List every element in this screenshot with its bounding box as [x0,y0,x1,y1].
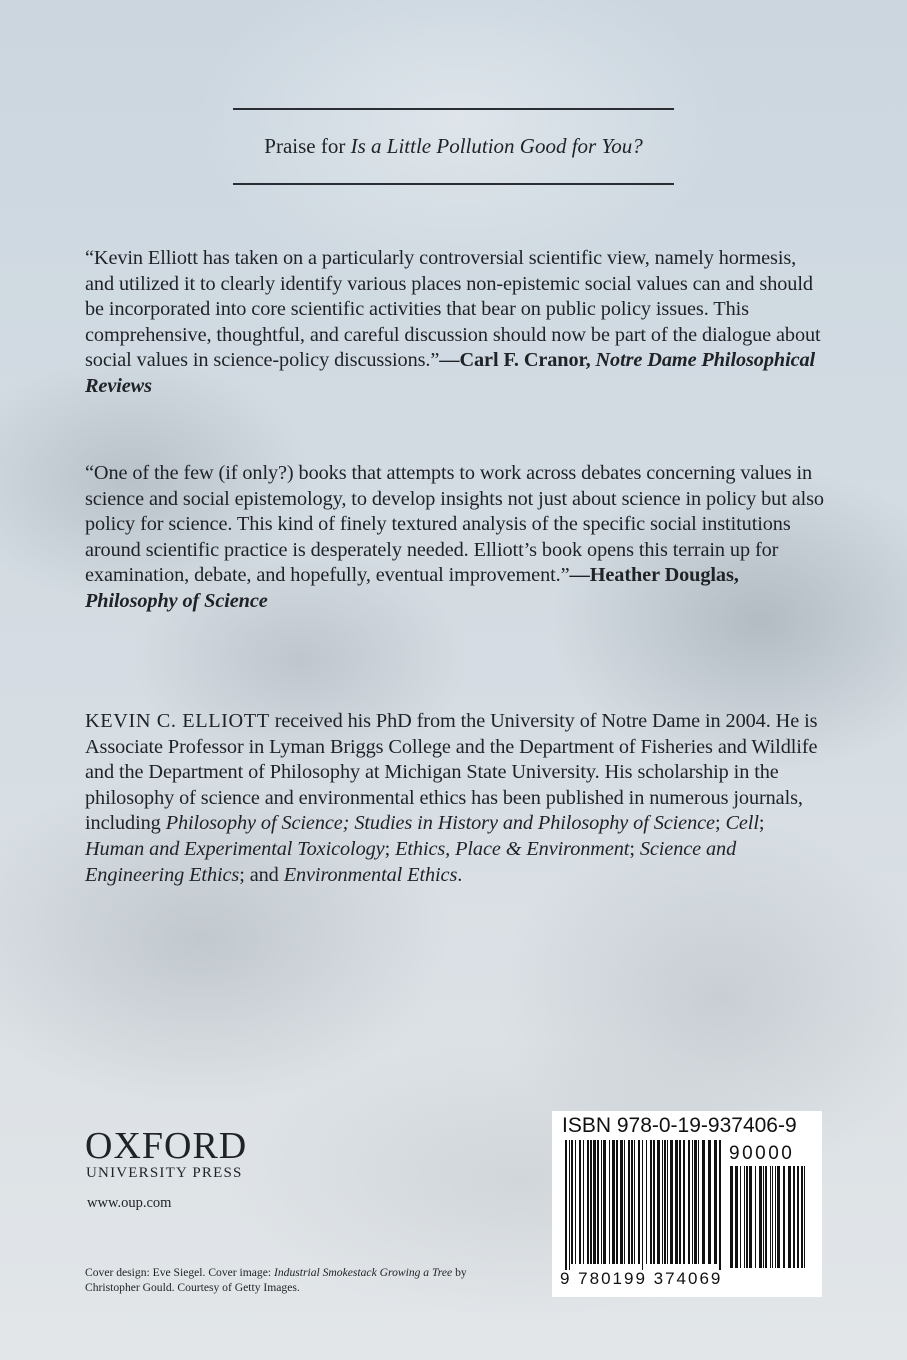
author-name: KEVIN C. ELLIOTT [85,710,270,732]
barcode-bar [593,1140,596,1264]
barcode-bar [775,1166,776,1268]
barcode-bar [679,1140,681,1264]
barcode-addon-number: 90000 [729,1143,795,1164]
quote-douglas [85,461,825,615]
journal-separator: ; [714,812,726,835]
author-bio [85,709,825,888]
journal-title: Philosophy of Science; [165,812,350,835]
barcode-bar [777,1166,780,1268]
barcode-bar [749,1166,752,1268]
barcode-bar [638,1140,640,1264]
barcode-bar [620,1140,623,1264]
journal-title: Human and Experimental Toxicology [85,837,385,860]
barcode-bar [698,1140,699,1264]
journal-title: Studies in History and Philosophy of Science [354,812,715,835]
barcode-bar [642,1140,643,1270]
journal-separator: ; [629,837,640,860]
barcode-bar [597,1140,599,1264]
barcode-bar [675,1140,678,1264]
quote-cranor [85,246,825,400]
publisher-url[interactable]: www.oup.com [87,1195,172,1211]
barcode-bar [694,1140,697,1264]
barcode-bar [590,1140,592,1264]
barcode-bar [763,1166,764,1268]
journal-title: Ethics, Place & Environment [395,837,630,860]
journal-title: Cell [725,812,759,835]
barcode-bar [759,1166,762,1268]
barcode-bar [719,1140,721,1270]
barcode-bar [616,1140,618,1264]
barcode-bar [609,1140,610,1264]
barcode-bar [702,1140,705,1264]
praise-heading-prefix: Praise for [264,134,351,158]
quote-source: Notre Dame Philosophical Reviews [85,349,816,397]
barcode-bar [624,1140,625,1264]
addon-barcode-icon [730,1166,810,1286]
barcode-bar [746,1166,748,1268]
barcode-bar [788,1166,791,1268]
barcode-bar [683,1140,685,1264]
ean-number: 9 780199 374069 [560,1269,723,1288]
journal-separator: ; [384,837,396,860]
barcode-bar [688,1140,690,1264]
barcode-bar [730,1166,733,1268]
barcode-bar [646,1140,647,1264]
barcode-bar [650,1140,652,1264]
quote-author: —Heather Douglas, [569,564,739,587]
barcode-bar [664,1140,666,1264]
cover-credits [85,1266,505,1295]
credits-image-title: Industrial Smokestack Growing a Tree [274,1266,453,1279]
credits-rest: by Christopher Gould. Courtesy of Getty Images. [85,1266,467,1294]
barcode-bar [587,1140,589,1264]
quote-text: “Kevin Elliott has taken on a particularly controversial scientific view, namely hormesis, and utilized it to clearly identify various places non-epistemic social values can and should be incorporated into core scientific activities that bear on public policy issues. This comprehensive, thoughtful, and careful discussion should now be part of the dialogue about social values in science-policy discussions.” [85,247,821,372]
quote-text: “One of the few (if only?) books that attempts to work across debates concerning values in science and social epistemology, to develop insights not just about science in policy but also policy for science. This kind of finely textured analysis of the specific social institutions around scientific practice is desperately needed. Elliott’s book opens this terrain up for examination, debate, and hopefully, eventual improvement.” [85,462,824,587]
barcode-bar [765,1166,767,1268]
barcode-bar [603,1140,606,1264]
bottom-rule [233,183,674,185]
barcode-bar [583,1140,584,1264]
barcode-bar [667,1140,668,1264]
barcode-bar [631,1140,633,1264]
barcode-bar [670,1140,673,1264]
barcode-bar [770,1166,771,1268]
barcode-bar [797,1166,799,1268]
barcode-bar [571,1140,573,1264]
barcode-bar [575,1140,576,1264]
barcode-bar [804,1166,805,1268]
isbn-label: ISBN 978-0-19-937406-9 [562,1114,797,1137]
barcode-bar [735,1166,738,1268]
top-rule [233,108,674,110]
publisher-press: UNIVERSITY PRESS [86,1165,243,1181]
barcode-bar [569,1140,570,1270]
journal-separator: ; [758,812,765,835]
journal-separator: ; and [239,863,284,886]
barcode-bar [634,1140,635,1264]
barcode-bar [801,1166,803,1268]
publisher-logo: OXFORD [85,1125,248,1167]
barcode-bar [612,1140,615,1264]
barcode-bar [565,1140,567,1270]
barcode-bar [692,1140,693,1264]
credits-design: Cover design: Eve Siegel. Cover image: [85,1266,274,1279]
journal-title: Environmental Ethics [283,863,458,886]
barcode-bar [714,1140,717,1264]
barcode-bar [744,1166,745,1268]
barcode-bar [653,1140,655,1264]
bio-text: received his PhD from the University of Notre Dame in 2004. He is Associate Professor in Lyman Briggs College and the Department of Fisheries and Wildlife and the Department of Philosophy at Michigan State University. His scholarship in the philosophy of science and environmental ethics has been published in numerous journals, including [85,710,818,835]
barcode-bar [755,1166,756,1268]
quote-source: Philosophy of Science [85,589,268,612]
barcode-bar [628,1140,630,1264]
barcode-bar [740,1166,741,1268]
barcode-bar [657,1140,660,1264]
quote-author: —Carl F. Cranor, [439,349,596,372]
ean-barcode-icon [565,1140,725,1270]
barcode-bar [772,1166,773,1268]
barcode-bar [783,1166,785,1268]
barcode-bar [662,1140,663,1264]
barcode-bar [579,1140,581,1264]
book-title: Is a Little Pollution Good for You? [350,134,643,158]
praise-heading [0,130,907,162]
barcode-bar [793,1166,795,1268]
barcode-bar [708,1140,711,1264]
journal-separator: . [457,863,463,886]
journal-title: Science and Engineering Ethics [85,837,737,886]
barcode-bar [601,1140,602,1264]
